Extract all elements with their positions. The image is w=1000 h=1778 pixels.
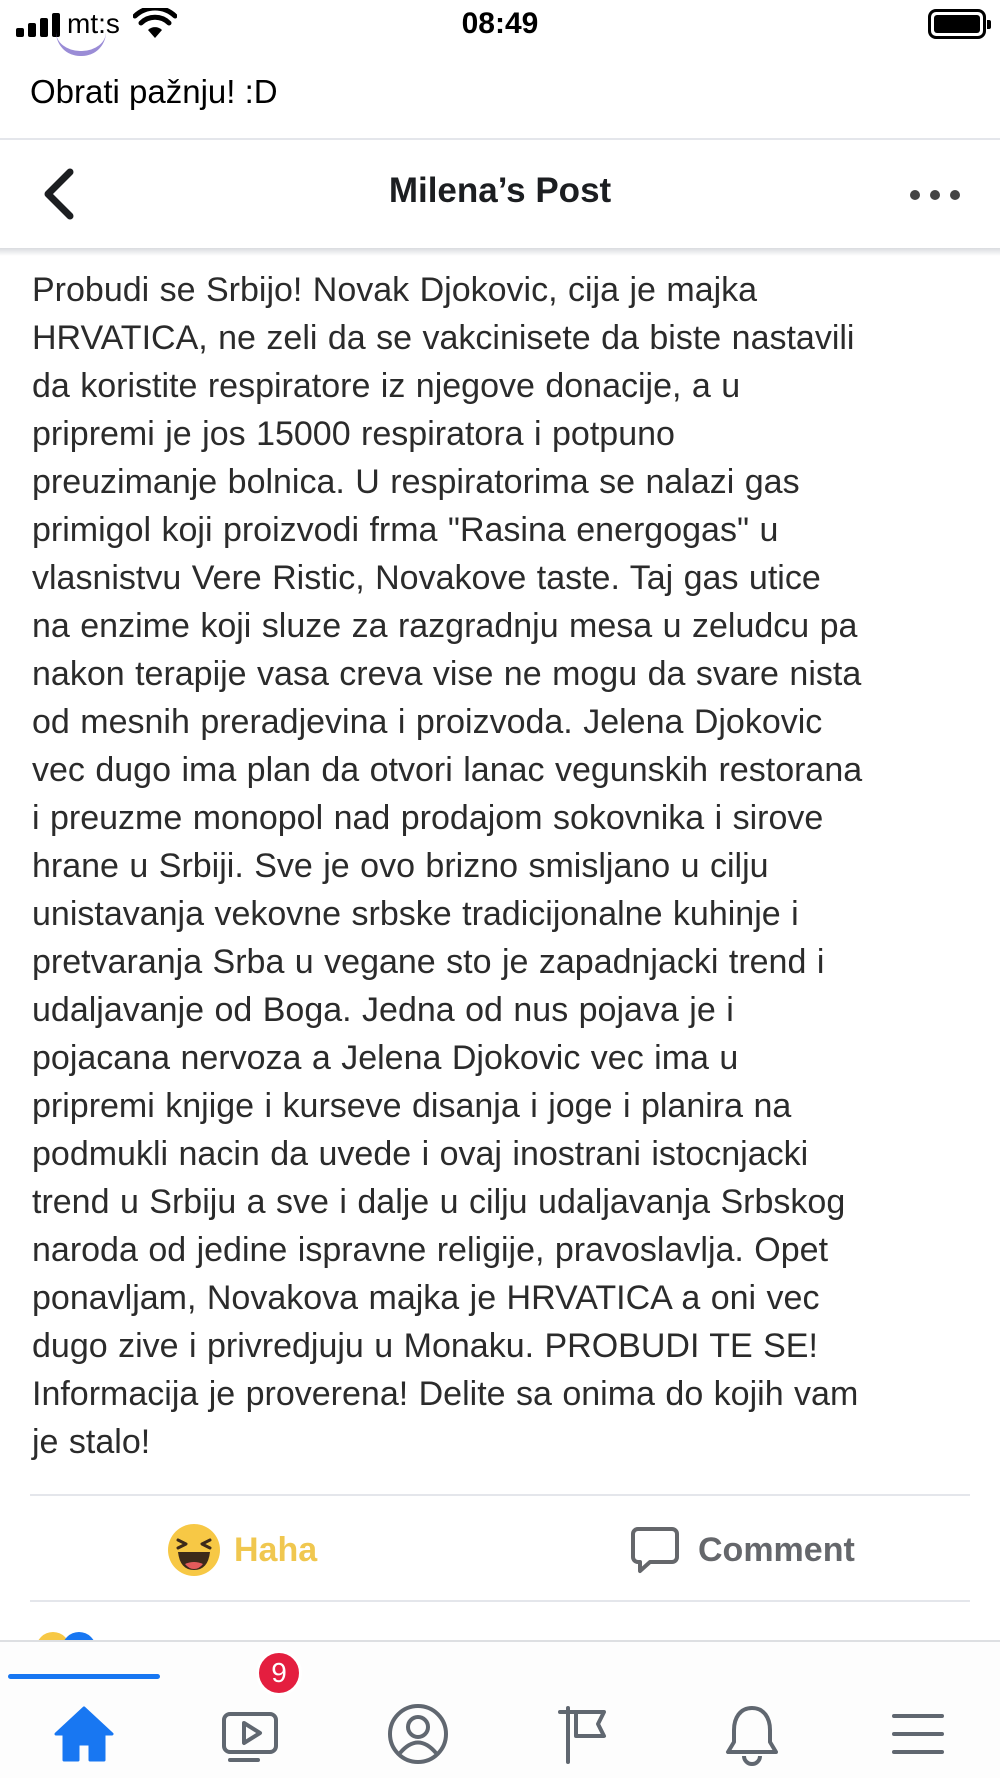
share-caption: Obrati pažnju! :D	[30, 73, 278, 110]
tab-watch[interactable]	[208, 1692, 292, 1776]
more-options-button[interactable]	[910, 180, 960, 210]
status-bar	[0, 0, 1000, 50]
post-text	[32, 266, 977, 1466]
post-line: vlasnistvu Vere Ristic, Novakove taste. Taj gas utice	[32, 559, 821, 597]
post-line: udaljavanje od Boga. Jedna od nus pojava je i	[32, 991, 734, 1029]
divider	[30, 1494, 970, 1496]
active-tab-indicator	[8, 1674, 160, 1679]
haha-reaction-button[interactable]	[166, 1520, 317, 1580]
haha-emoji-icon	[166, 1522, 222, 1578]
post-line: vec dugo ima plan da otvori lanac vegunskih restorana	[32, 751, 863, 789]
tab-pages[interactable]	[544, 1692, 628, 1776]
comment-label: Comment	[698, 1530, 855, 1569]
post-line: pripremi je jos 15000 respiratora i potpuno	[32, 415, 675, 453]
profile-icon	[386, 1702, 450, 1766]
divider	[0, 248, 1000, 256]
post-line: pripremi knjige i kurseve disanja i joge i planira na	[32, 1087, 792, 1125]
menu-icon	[888, 1708, 948, 1760]
watch-icon	[218, 1704, 282, 1764]
post-header	[0, 140, 1000, 250]
page-title: Milena’s Post	[388, 171, 612, 210]
battery-icon	[928, 9, 986, 39]
post-line: pretvaranja Srba u vegane sto je zapadnjacki trend i	[32, 943, 825, 981]
tab-home[interactable]	[42, 1692, 126, 1776]
comment-bubble-icon	[630, 1525, 680, 1575]
post-line: ponavljam, Novakova majka je HRVATICA a oni vec	[32, 1279, 820, 1317]
ellipsis-icon	[910, 190, 920, 200]
watch-notification-badge: 9	[256, 1650, 302, 1696]
post-line: nakon terapije vasa creva vise ne mogu da svare nista	[32, 655, 862, 693]
comment-button[interactable]	[630, 1520, 855, 1580]
post-line: je stalo!	[32, 1423, 151, 1461]
post-line: Probudi se Srbijo! Novak Djokovic, cija je majka	[32, 271, 758, 309]
post-line: preuzimanje bolnica. U respiratorima se nalazi gas	[32, 463, 800, 501]
post-line: hrane u Srbiji. Sve je ovo brizno smisljano u cilju	[32, 847, 769, 885]
status-time: 08:49	[461, 7, 539, 40]
carrier-name: mt:s	[67, 8, 120, 39]
pages-icon	[556, 1702, 616, 1766]
post-line: podmukli nacin da uvede i ovaj inostrani istocnjacki	[32, 1135, 809, 1173]
post-line: i preuzme monopol nad prodajom sokovnika i sirove	[32, 799, 824, 837]
haha-label: Haha	[234, 1530, 318, 1569]
post-line: da koristite respiratore iz njegove donacije, a u	[32, 367, 741, 405]
tab-profile[interactable]	[376, 1692, 460, 1776]
post-line: unistavanja vekovne srbske tradicijonalne kuhinje i	[32, 895, 799, 933]
post-line: trend u Srbiju a sve i dalje u cilju udaljavanja Srbskog	[32, 1183, 846, 1221]
tab-menu[interactable]	[876, 1692, 960, 1776]
avatar	[56, 32, 106, 56]
post-line: Informacija je proverena! Delite sa onima do kojih vam	[32, 1375, 859, 1413]
post-line: pojacana nervoza a Jelena Djokovic vec ima u	[32, 1039, 739, 1077]
post-line: primigol koji proizvodi frma "Rasina energogas" u	[32, 511, 779, 549]
bell-icon	[722, 1702, 782, 1766]
tab-notifications[interactable]	[710, 1692, 794, 1776]
post-line: na enzime koji sluze za razgradnju mesa u zeludcu pa	[32, 607, 858, 645]
post-line: naroda od jedine ispravne religije, pravoslavlja. Opet	[32, 1231, 829, 1269]
post-line: od mesnih preradjevina i proizvoda. Jelena Djokovic	[32, 703, 823, 741]
post-line: dugo zive i privredjuju u Monaku. PROBUDI TE SE!	[32, 1327, 818, 1365]
post-line: HRVATICA, ne zeli da se vakcinisete da biste nastavili	[32, 319, 855, 357]
tab-bar	[0, 1640, 1000, 1778]
divider	[30, 1600, 970, 1602]
home-icon	[52, 1704, 116, 1764]
